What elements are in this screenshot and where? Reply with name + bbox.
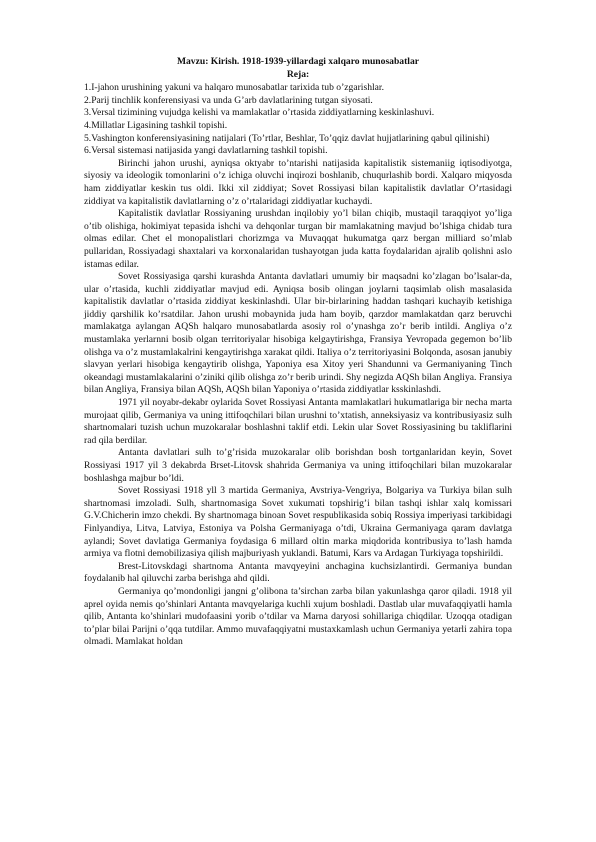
plan-item: 4.Millatlar Ligasining tashkil topishi. xyxy=(84,119,228,131)
body-paragraph: Brest-Litovskdagi shartnoma Antanta mavqyeyini anchagina kuchsizlantirdi. Germaniya bundan foydalanib hal qiluvchi zarba berishga ahd qildi. xyxy=(84,560,512,585)
body-paragraph: Sovet Rossiyasiga qarshi kurashda Antanta davlatlari umumiy bir maqsadni ko’zlagan bo’lsalar-da, ular o’rtasida, kuchli ziddiyatlar mavjud edi. Ayniqsa bosib olingan joylarni taqsimlab olish masalasida kapitalistik davlatlar o’rtasida ziddiyat keskinlashdi. Ular bir-birlarining haddan tashqari kuchayib ketishiga jiddiy qarshilik ko’rsatdilar. Jahon urushi mobaynida juda ham boyib, qarzdor mamlakatdan qarz beruvchi mamlakatga aylangan AQSh halqaro munosabatlarda asosiy rol o’ynashga zo’r berib intildi. Angliya o’z mustamlaka yerlarnni bosib olgan territoriyalar hisobiga kelgaytirishga, Fransiya Yevropada gegemon bo’lib olishga va o’z mustamlakalrini kengaytirishga xarakat qildi. Italiya o’z territoriyasini Bolqonda, asosan janubiy slavyan yerlari hisobiga kengaytirib olishga, Yaponiya esa Xitoy yeri Shandunni va Germaniyaning Tinch okeandagi mustamlakalarini o’ziniki qilib olishga zo’r berib urindi. Shy negizda AQSh bilan Angliya. Fransiya bilan Angliya, Fransiya bilan AQSh, AQSh bilan Yaponiya o’rtasida ziddiyatlar ksskinlashdi. xyxy=(84,271,512,396)
body-paragraph: 1971 yil noyabr-dekabr oylarida Sovet Rossiyasi Antanta mamlakatlari hukumatlariga bir necha marta murojaat qilib, Germaniya va uning ittifoqchilari bilan urushni to’xtatish, anneksiyasiz va kontribusiyasiz sulh shartnomalari tuzish uchun muzokaralar boshlashni taklif etdi. Lekin ular Sovet Rossiyasining bu takliflarini rad qila berdilar. xyxy=(84,397,512,446)
document-title: Mavzu: Kirish. 1918-1939-yillardagi xalqaro munosabatlar xyxy=(176,56,420,67)
plan-list xyxy=(84,82,512,158)
plan-item: 2.Parij tinchlik konferensiyasi va unda G’arb davlatlarining tutgan siyosati. xyxy=(84,94,373,106)
document-page xyxy=(84,56,512,649)
plan-item: 6.Versal sistemasi natijasida yangi davlatlarning tashkil topishi. xyxy=(84,145,328,157)
plan-item: 5.Vashington konferensiyasining natijalari (To’rtlar, Beshlar, To’qqiz davlat hujjatlarining qabul qilinishi) xyxy=(84,132,490,144)
plan-heading: Reja: xyxy=(286,68,310,80)
plan-item: 3.Versal tizimining vujudga kelishi va mamlakatlar o’rtasida ziddiyatlarning keskinlashuvi. xyxy=(84,107,435,119)
plan-item: 1.I-jahon urushining yakuni va halqaro munosabatlar tarixida tub o’zgarishlar. xyxy=(84,82,384,94)
body-paragraph: Germaniya qo’mondonligi jangni g’olibona ta’sirchan zarba bilan yakunlashga qaror qiladi. 1918 yil aprel oyida nemis qo’shinlari Antanta mavqyelariga kuchli xujum boshladi. Dastlab ular muvafaqqiyatli hamla qilib, Antanta ko’shinlari mudofaasini yorib o’tdilar va Marna daryosi sohillariga chiqdilar. Uzoqqa otadigan to’plar bilai Parijni o’qqa tutdilar. Ammo muvafaqqiyatni mustaxkamlash uchun Germaniya yetarli zahira topa olmadi. Mamlakat holdan xyxy=(84,585,512,648)
body-paragraph: Birinchi jahon urushi, ayniqsa oktyabr to’ntarishi natijasida kapitalistik sistemaniig iqtisodiyotga, siyosiy va ideologik tomonlarini o’z ichiga oluvchi inqirozi boshlanib, chuqurlashib bordi. Xalqaro miqyosda ham ziddiyatlar keskin tus oldi. Ikki xil ziddiyat; Sovet Rossiyasi bilan kapitalistik davlatlar O’rtasidagi ziddiyat va kapitalistik davlatlarning o’z o’rtalaridagi ziddiyatlar kuchaydi. xyxy=(84,157,512,207)
body-paragraph: Kapitalistik davlatlar Rossiyaning urushdan inqilobiy yo’l bilan chiqib, mustaqil taraqqiyot yo’liga o’tib olishiga, hokimiyat tepasida ishchi va dehqonlar turgan bir mamlakatning mavjud bo’lshiga chidab tura olmas edilar. Chet el monopalistlari chorizmga va Muvaqqat hukumatga qarz bergan milliard so’mlab pullaridan, Rossiyadagi shaxtalari va korxonalaridan tushayotgan juda katta foydalaridan ajralib qolishni aslo istamas edilar. xyxy=(84,208,512,270)
body-paragraph: Sovet Rossiyasi 1918 yll 3 martida Germaniya, Avstriya-Vengriya, Bolgariya va Turkiya bilan sulh shartnomasi imzoladi. Sulh, shartnomasiga Sovet xukumati topshirig’i bilan tashqi ishlar xalq komissari G.V.Chicherin imzo chekdi. By shartnomaga binoan Sovet respublikasida sobiq Rossiya imperiyasi tarkibidagi Finlyandiya, Litva, Latviya, Estoniya va Polsha Germaniyaga o’tdi, Ukraina Germaniyaga qaram davlatga aylandi; Sovet davlatiga Germaniya foydasiga 6 millard oltin marka miqdorida kontribusiya to’lash hamda armiya va flotni demobilizasiya qilish majburiyash yuklandi. Batumi, Kars va Ardagan Turkiyaga topshirildi. xyxy=(84,485,512,560)
body-paragraph: Antanta davlatlari sulh to’g’risida muzokaralar olib borishdan bosh tortganlaridan keyin, Sovet Rossiyasi 1917 yil 3 dekabrda Brset-Litovsk shahrida Germaniya va uning ittifoqchilari bilan muzokaralar boshlashga majbur bo’ldi. xyxy=(84,447,512,484)
